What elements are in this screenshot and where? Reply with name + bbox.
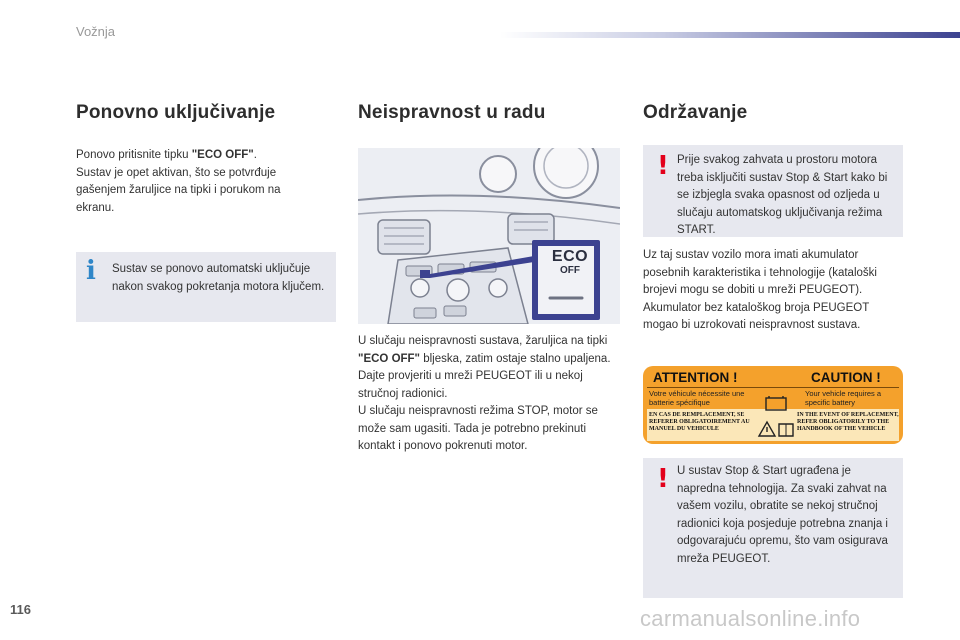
hazard-triangle-icon <box>759 422 775 436</box>
malfunction-text <box>358 333 620 456</box>
battery-icon <box>766 396 786 410</box>
malfunction-p1-prefix: U slučaju neispravnosti sustava, žaruljica na tipki <box>358 335 608 347</box>
warning-box-2 <box>643 458 903 598</box>
malfunction-p3: U slučaju neispravnosti režima STOP, motor se može sam ugasiti. Tada je potrebno prekinuti kontakt i ponovo pokrenuti motor. <box>358 405 598 452</box>
info-note-box <box>76 252 336 322</box>
dashboard-illustration <box>358 148 620 324</box>
label-fr-small: EN CAS DE REMPLACEMENT, SE REFERER OBLIGATOIREMENT AU MANUEL DU VEHICULE <box>649 412 750 432</box>
restart-text-suffix: . Sustav je opet aktivan, što se potvrđuje gašenjem žaruljice na tipki i porukom na ekranu. <box>76 149 281 214</box>
maintenance-paragraph: Uz taj sustav vozilo mora imati akumulator posebnih karakteristika i tehnologije (kataloški brojevi mogu se dobiti u mreži PEUGEOT). Akumulator bez kataloškog broja PEUGEOT mogao bi uzrokovati neispravnost sustava. <box>643 249 877 331</box>
restart-paragraph <box>76 147 306 217</box>
warning-exclamation-icon: ! <box>657 464 669 494</box>
label-en-subtitle: Your vehicle requires a specific battery <box>805 389 882 407</box>
watermark: carmanualsonline.info <box>640 606 861 631</box>
warning-exclamation-icon: ! <box>657 151 669 181</box>
heading-restart: Ponovno uključivanje <box>76 102 276 123</box>
label-fr-subtitle: Votre véhicule nécessite une batterie spécifique <box>649 389 745 407</box>
eco-off-keyword: "ECO OFF" <box>191 149 254 161</box>
page-number: 116 <box>10 602 31 617</box>
dashboard-drawing <box>358 148 620 324</box>
header-gradient-bar <box>500 32 960 38</box>
off-button-label: OFF <box>560 265 580 276</box>
warning-text-1: Prije svakog zahvata u prostoru motora treba isključiti sustav Stop & Start kako bi se izbjegla svaka opasnost od ozljeda u slučaju automatskog uključivanja režima START. <box>677 154 888 236</box>
label-caution: CAUTION ! <box>811 370 881 385</box>
label-pictograms <box>755 396 797 440</box>
label-attention: ATTENTION ! <box>653 370 738 385</box>
eco-button-label: ECO <box>551 248 589 265</box>
manual-book-icon <box>779 424 793 436</box>
heading-maintenance: Održavanje <box>643 102 748 123</box>
malfunction-p1-suffix: bljeska, zatim ostaje stalno upaljena. <box>420 352 611 365</box>
info-icon: i <box>86 256 96 286</box>
info-note-text: Sustav se ponovo automatski uključuje nakon svakog pokretanja motora ključem. <box>112 263 325 293</box>
label-en-small: IN THE EVENT OF REPLACEMENT, REFER OBLIGATORILY TO THE HANDBOOK OF THE VEHICLE <box>797 412 899 432</box>
section-title: Vožnja <box>76 24 116 39</box>
battery-warning-label <box>643 366 903 444</box>
warning-text-2: U sustav Stop & Start ugrađena je napredna tehnologija. Za svaki zahvat na vašem vozilu, obratite se nekoj stručnoj radionici koja posjeduje potrebna znanja i odgovarajuću opremu, što vam osigurava mreža PEUGEOT. <box>677 465 888 565</box>
malfunction-p2: Dajte provjeriti u mreži PEUGEOT ili u nekoj stručnoj radionici. <box>358 370 583 400</box>
warning-box-1 <box>643 145 903 237</box>
restart-text-prefix: Ponovo pritisnite tipku <box>76 149 192 161</box>
eco-off-keyword-2: "ECO OFF" <box>358 352 421 365</box>
label-divider <box>647 387 899 388</box>
heading-malfunction: Neispravnost u radu <box>358 102 546 123</box>
malfunction-p1 <box>358 333 620 368</box>
